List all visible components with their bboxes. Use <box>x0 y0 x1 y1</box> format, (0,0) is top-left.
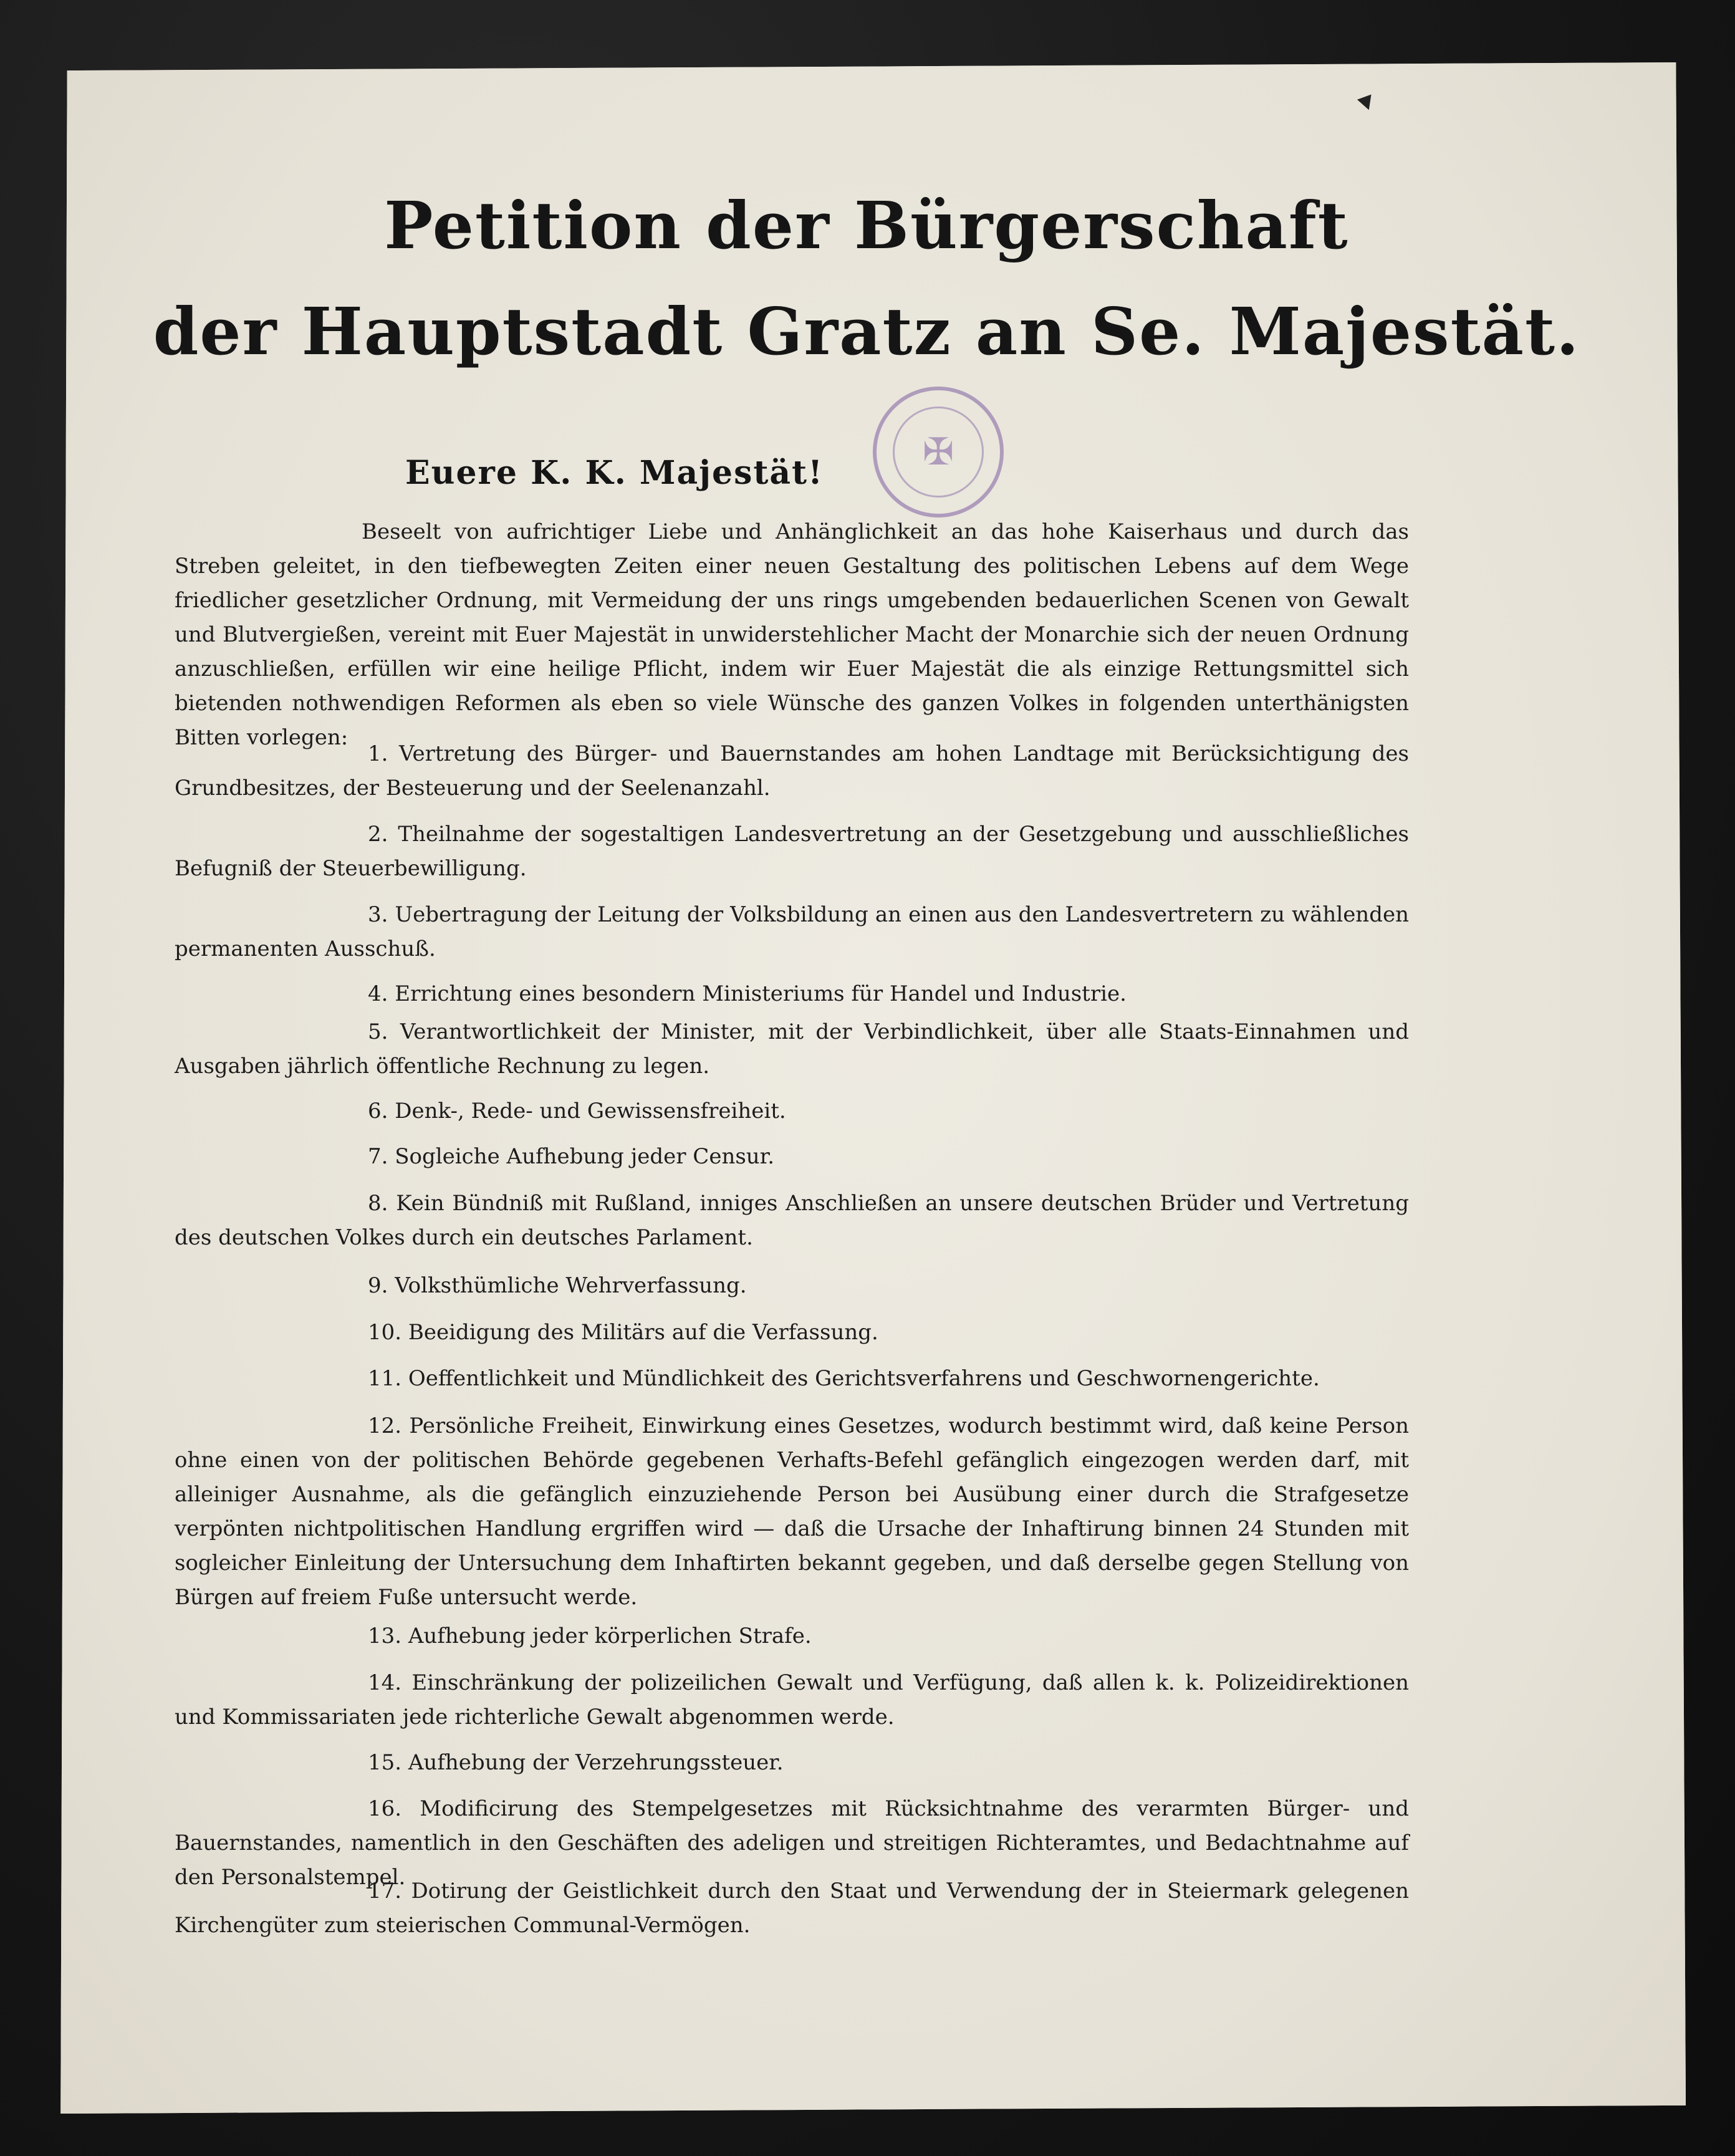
list-item: 3. Uebertragung der Leitung der Volksbildung an einen aus den Landesvertretern zu wählenden permanenten Ausschuß. <box>175 902 1409 961</box>
list-item: 5. Verantwortlichkeit der Minister, mit der Verbindlichkeit, über alle Staats-Einnahmen und Ausgaben jährlich öffentliche Rechnung zu legen. <box>175 1019 1409 1079</box>
list-item: 15. Aufhebung der Verzehrungssteuer. <box>368 1750 784 1775</box>
list-item: 12. Persönliche Freiheit, Einwirkung eines Gesetzes, wodurch bestimmt wird, daß keine Person ohne einen von der politischen Behörde gegebenen Verhafts-Befehl gefänglich eingezogen werden darf, mit alleiniger Ausnahme, als die gefänglich einzuziehende Person bei Ausübung einer durch die Strafgesetze verpönten nichtpolitischen Handlung ergriffen wird — daß die Ursache der Inhaftirung binnen 24 Stunden mit sogleicher Einleitung der Untersuchung dem Inhaftirten bekannt gegeben, und daß derselbe gegen Stellung von Bürgen auf freiem Fuße untersucht werde. <box>175 1413 1409 1610</box>
salutation: Euere K. K. Majestät! <box>405 454 824 492</box>
list-item: 9. Volksthümliche Wehrverfassung. <box>368 1273 747 1298</box>
list-item: 7. Sogleiche Aufhebung jeder Censur. <box>368 1144 775 1169</box>
list-item: 2. Theilnahme der sogestaltigen Landesvertretung an der Gesetzgebung und ausschließliches Befugniß der Steuerbewilligung. <box>175 822 1409 881</box>
list-item: 17. Dotirung der Geistlichkeit durch den Staat und Verwendung der in Steiermark gelegenen Kirchengüter zum steierischen Communal-Vermögen. <box>175 1879 1409 1938</box>
list-item: 14. Einschränkung der polizeilichen Gewalt und Verfügung, daß allen k. k. Polizeidirektionen und Kommissariaten jede richterliche Gewalt abgenommen werde. <box>175 1670 1409 1730</box>
intro-paragraph: Beseelt von aufrichtiger Liebe und Anhänglichkeit an das hohe Kaiserhaus und durch das Streben geleitet, in den tiefbewegten Zeiten einer neuen Gestaltung des politischen Lebens auf dem Wege friedlicher gesetzlicher Ordnung, mit Vermeidung der uns rings umgebenden bedauerlichen Scenen von Gewalt und Blutvergießen, vereint mit Euer Majestät in unwiderstehlicher Macht der Monarchie sich der neuen Ordnung anzuschließen, erfüllen wir eine heilige Pflicht, indem wir Euer Majestät die als einzige Rettungsmittel sich bietenden nothwendigen Reformen als eben so viele Wünsche des ganzen Volkes in folgenden unterthänigsten Bitten vorlegen: <box>175 519 1409 750</box>
archive-stamp <box>873 387 1004 517</box>
title-line-1: Petition der Bürgerschaft <box>384 187 1349 264</box>
list-item: 11. Oeffentlichkeit und Mündlichkeit des Gerichtsverfahrens und Geschwornengerichte. <box>368 1366 1320 1391</box>
list-item: 10. Beeidigung des Militärs auf die Verfassung. <box>368 1320 878 1345</box>
list-item: 8. Kein Bündniß mit Rußland, inniges Anschließen an unsere deutschen Brüder und Vertretung des deutschen Volkes durch ein deutsches Parlament. <box>175 1191 1409 1250</box>
list-item: 13. Aufhebung jeder körperlichen Strafe. <box>368 1624 812 1648</box>
list-item: 4. Errichtung eines besondern Ministeriums für Handel und Industrie. <box>368 981 1127 1006</box>
list-item: 6. Denk-, Rede- und Gewissensfreiheit. <box>368 1099 786 1124</box>
list-item: 16. Modificirung des Stempelgesetzes mit Rücksichtnahme des verarmten Bürger- und Bauernstandes, namentlich in den Geschäften des adeligen und streitigen Richteramtes, und Bedachtnahme auf den Personalstempel. <box>175 1796 1409 1890</box>
list-item: 1. Vertretung des Bürger- und Bauernstandes am hohen Landtage mit Berücksichtigung des Grundbesitzes, der Besteuerung und der Seelenanzahl. <box>175 741 1409 801</box>
title-line-2: der Hauptstadt Gratz an Se. Majestät. <box>153 293 1580 370</box>
eagle-icon: ✠ <box>893 407 984 498</box>
